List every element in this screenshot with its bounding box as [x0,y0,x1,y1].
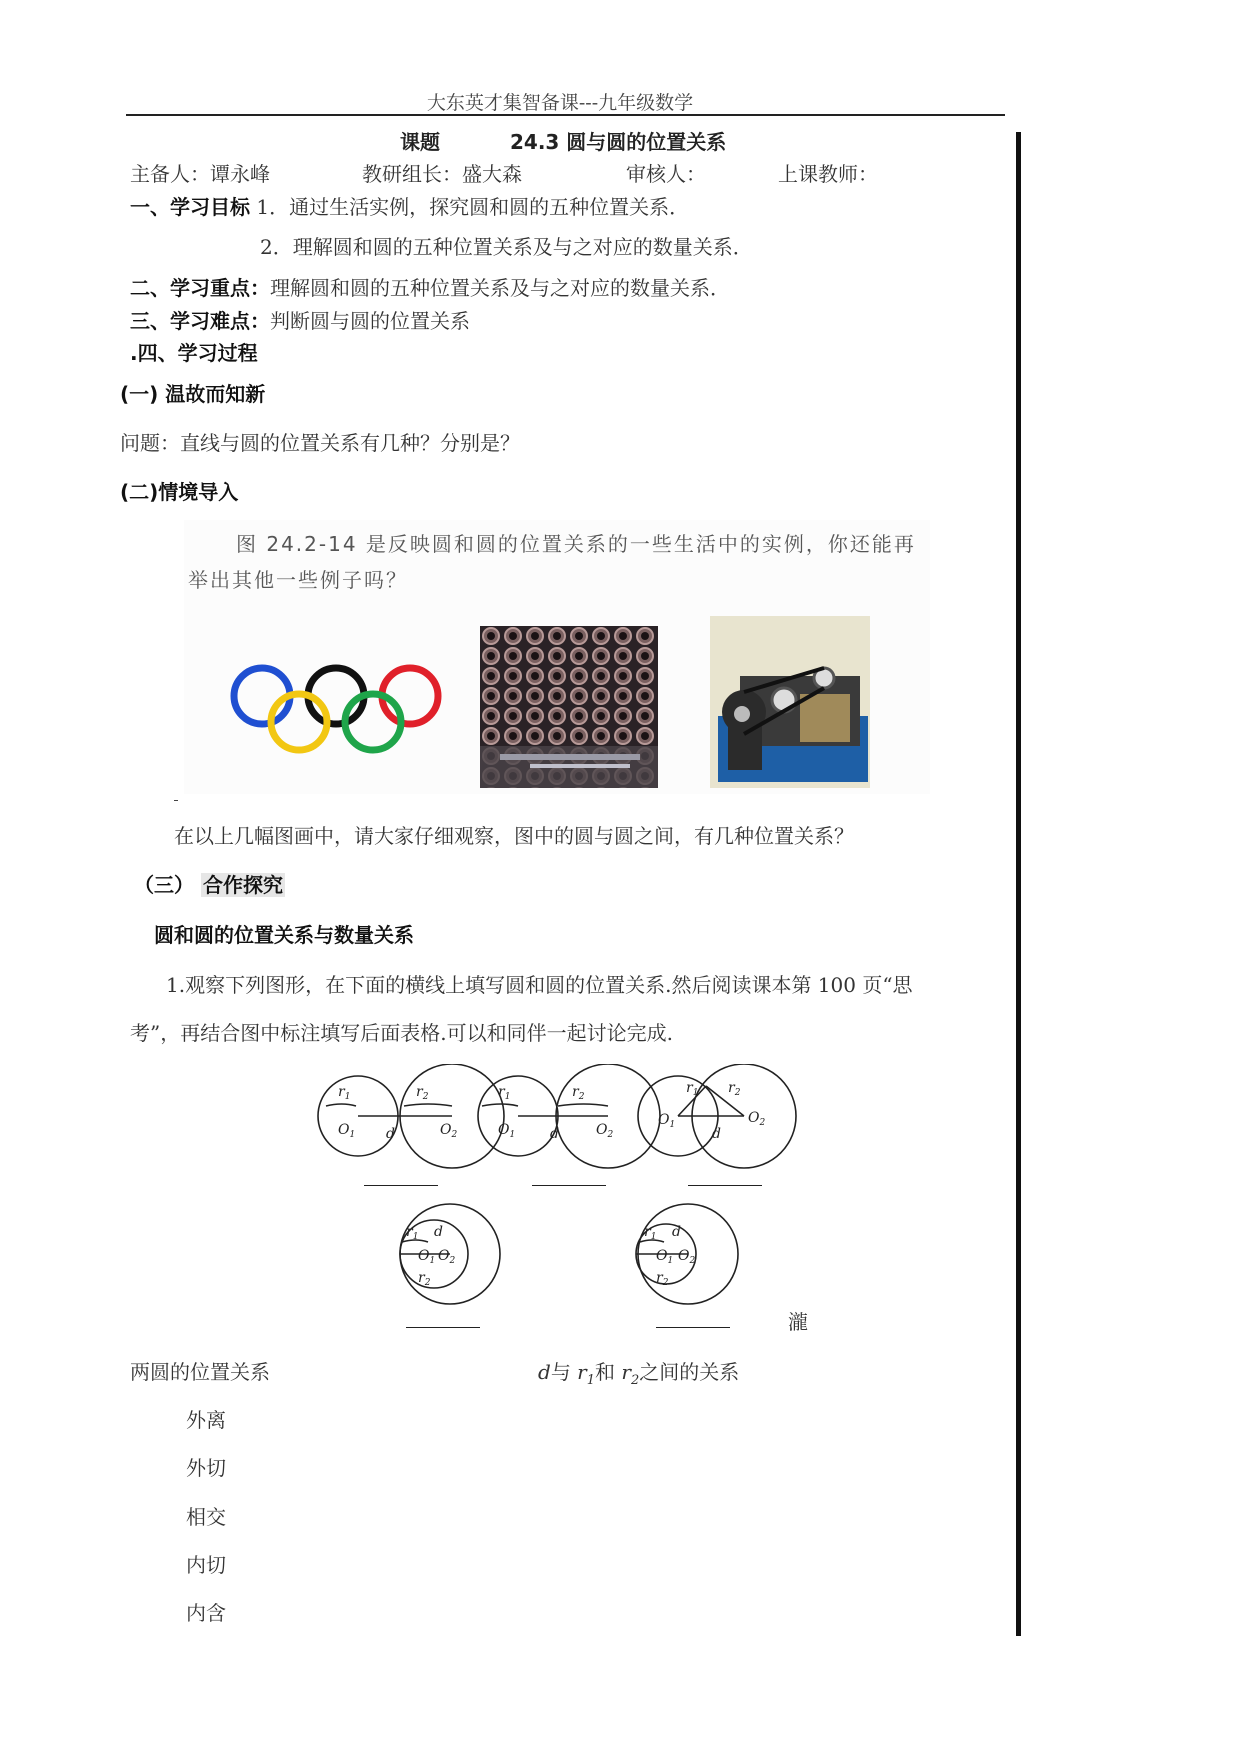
fig1-r2-brace [404,1104,452,1106]
goals-label: 一、学习目标 [130,195,250,219]
answer-blank-4[interactable] [406,1327,480,1328]
difficulty-label: 三、学习难点： [130,309,270,333]
difficulty-text: 判断圆与圆的位置关系 [270,309,470,333]
answer-blank-1[interactable] [364,1185,438,1186]
fig2-r2-brace [558,1104,608,1106]
col2-end: 之间的关系 [639,1360,740,1384]
stray-character: 瀧 [788,1310,808,1334]
table-col-quantity [538,1356,739,1388]
belt-machine-image [710,616,870,788]
olympic-rings-image [226,656,446,756]
intro-prompt: 在以上几幅图画中，请大家仔细观察，图中的圆与圆之间，有几种位置关系？ [174,824,854,848]
review-question: 问题：直线与圆的位置关系有几种？分别是？ [120,431,520,455]
fig4-r2-label: $r_2$ [418,1270,431,1288]
task-line2: 考”，再结合图中标注填写后面表格.可以和同伴一起讨论完成. [130,1021,673,1045]
table-row: 内切 [186,1553,226,1577]
fig2-r1-label: $r_1$ [498,1084,511,1102]
fig3-d-label: d [712,1126,721,1142]
col2-mid1: 与 [550,1360,571,1384]
steel-pipes-image [480,626,658,788]
explore-label-num: （三） [134,873,194,897]
fig5-o1-label: $O_1$ [656,1248,674,1266]
table-row: 内含 [186,1601,226,1625]
page-header: 大东英才集智备课---九年级数学 [426,92,694,114]
fig2-d-label: d [550,1126,559,1142]
group-leader: 教研组长：盛大森 [362,162,522,186]
fig5-d-label: d [672,1224,681,1240]
fig4-d-label: d [434,1224,443,1240]
fig2-o1-label: $O_1$ [498,1122,516,1140]
stray-mark [174,800,178,801]
table-row: 外离 [186,1408,226,1432]
fig5-r2-label: $r_2$ [656,1270,669,1288]
explore-subtitle: 圆和圆的位置关系与数量关系 [154,923,414,947]
fig4-o2-label: $O_2$ [438,1248,456,1266]
task-line1: 1.观察下列图形，在下面的横线上填写圆和圆的位置关系.然后阅读课本第 100 页“思 [166,973,913,997]
circle-diagrams-row1 [312,1064,802,1174]
fig1-d-label: d [386,1126,395,1142]
preparer: 主备人：谭永峰 [130,162,270,186]
fig3-o2-label: $O_2$ [748,1110,766,1128]
difficulty-line [130,305,470,334]
answer-blank-5[interactable] [656,1327,730,1328]
key-point-text: 理解圆和圆的五种位置关系及与之对应的数量关系． [270,276,730,300]
key-point-line [130,272,730,301]
answer-blank-3[interactable] [688,1185,762,1186]
header-rule [126,114,1005,116]
answer-blank-2[interactable] [532,1185,606,1186]
teacher: 上课教师： [778,162,878,186]
d-symbol: d [538,1360,551,1384]
fig2-r2-label: $r_2$ [572,1084,585,1102]
process-label: .四、学习过程 [130,341,258,365]
fig1-o2-label: $O_2$ [440,1122,458,1140]
figure-caption-line2: 举出其他一些例子吗？ [188,568,408,592]
title-label: 课题 [400,130,440,154]
circle-diagrams-row2 [396,1202,746,1310]
table-row: 外切 [186,1456,226,1480]
fig5-r1-label: $r_1$ [644,1224,657,1242]
right-margin-bar [1016,132,1021,1636]
fig2-r1-brace [482,1104,518,1106]
fig1-r2-label: $r_2$ [416,1084,429,1102]
fig2-o2-label: $O_2$ [596,1122,614,1140]
fig3-r2-label: $r_2$ [728,1080,741,1098]
fig1-r1-label: $r_1$ [338,1084,351,1102]
lesson-title: 24.3 圆与圆的位置关系 [510,130,727,154]
goals-line1 [130,191,689,220]
fig3-o1-label: $O_1$ [658,1112,676,1130]
explore-heading [134,869,285,898]
r2-symbol: $r_2$ [621,1360,640,1388]
fig5-o2-label: $O_2$ [678,1248,696,1266]
fig1-r1-brace [326,1104,356,1106]
fig3-r1-label: $r_1$ [686,1080,699,1098]
r1-symbol: $r_1$ [577,1360,596,1388]
key-point-label: 二、学习重点： [130,276,270,300]
col2-mid2: 和 [595,1360,616,1384]
explore-label-text: 合作探究 [202,873,283,897]
goal-item-2: 2．理解圆和圆的五种位置关系及与之对应的数量关系． [260,235,753,259]
figure-caption-line1: 图 24.2-14 是反映圆和圆的位置关系的一些生活中的实例，你还能再 [236,532,916,556]
reviewer: 审核人： [626,162,706,186]
fig1-o1-label: $O_1$ [338,1122,356,1140]
table-row: 相交 [186,1505,226,1529]
fig4-o1-label: $O_1$ [418,1248,436,1266]
review-label: (一) 温故而知新 [120,382,266,406]
intro-label: (二)情境导入 [120,480,239,504]
table-col-relation: 两圆的位置关系 [130,1360,270,1384]
goal-item-1: 1．通过生活实例，探究圆和圆的五种位置关系． [256,195,690,219]
fig4-r1-label: $r_1$ [406,1224,419,1242]
